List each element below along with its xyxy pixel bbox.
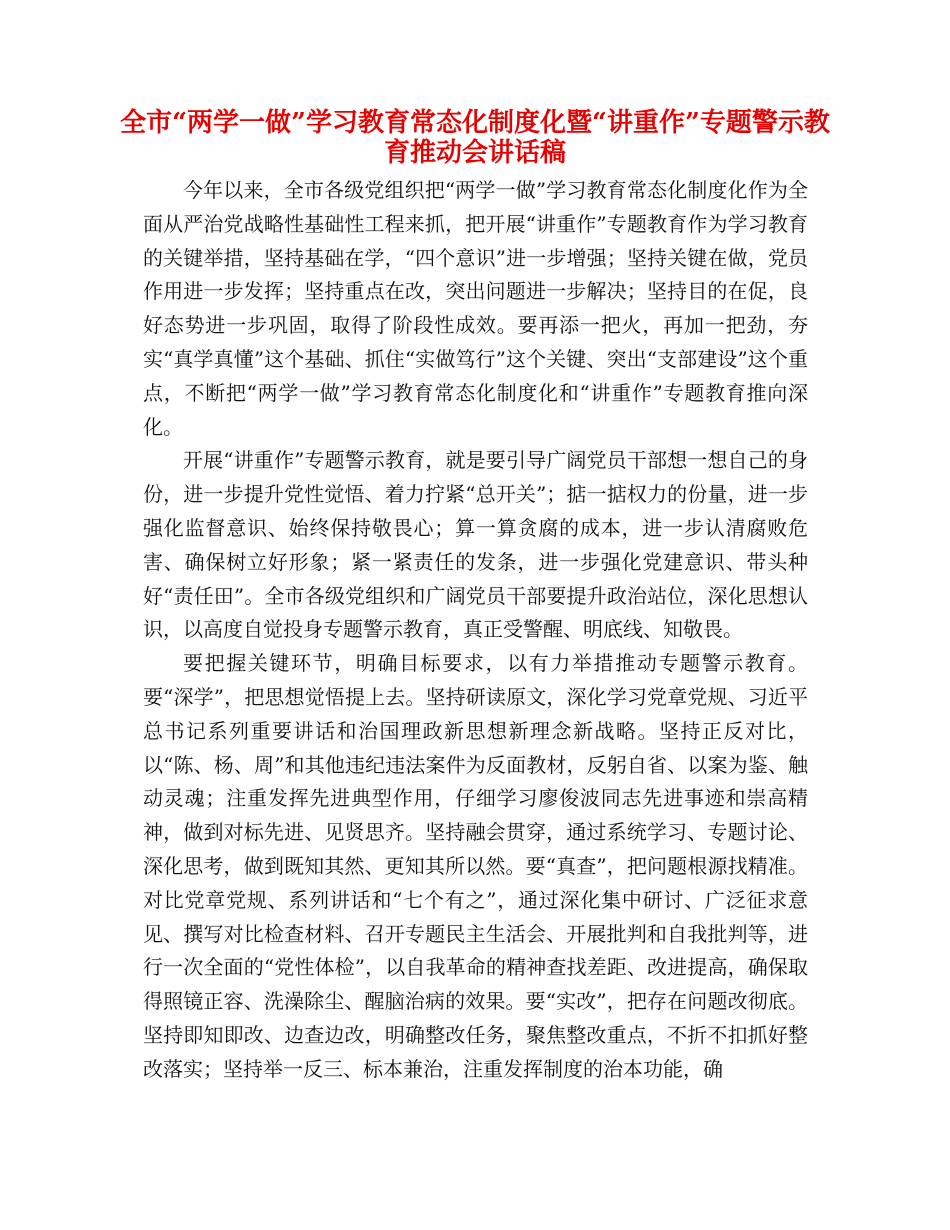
paragraph-3: 要把握关键环节，明确目标要求，以有力举措推动专题警示教育。要“深学”，把思想觉悟提上去。坚持研读原文，深化学习党章党规、习近平总书记系列重要讲话和治国理政新思想新理念新战略。坚持正反对比，以“陈、杨、周”和其他违纪违法案件为反面教材，反躬自省、以案为鉴、触动灵魂；注重发挥先进典型作用，仔细学习廖俊波同志先进事迹和崇高精神，做到对标先进、见贤思齐。坚持融会贯穿，通过系统学习、专题讨论、深化思考，做到既知其然、更知其所以然。要“真查”，把问题根源找精准。对比党章党规、系列讲话和“七个有之”，通过深化集中研讨、广泛征求意见、撰写对比检查材料、召开专题民主生活会、开展批判和自我批判等，进行一次全面的“党性体检”，以自我革命的精神查找差距、改进提高，确保取得照镜正容、洗澡除尘、醒脑治病的效果。要“实改”，把存在问题改彻底。坚持即知即改、边查边改，明确整改任务，聚焦整改重点，不折不扣抓好整改落实；坚持举一反三、标本兼治，注重发挥制度的治本功能，确 [143,651,808,1081]
document-title: 全市“两学一做”学习教育常态化制度化暨“讲重作”专题警示教育推动会讲话稿 [120,108,830,168]
paragraph-1: 今年以来，全市各级党组织把“两学一做”学习教育常态化制度化作为全面从严治党战略性基础性工程来抓，把开展“讲重作”专题教育作为学习教育的关键举措，坚持基础在学，“四个意识”进一步增强；坚持关键在做，党员作用进一步发挥；坚持重点在改，突出问题进一步解决；坚持目的在促，良好态势进一步巩固，取得了阶段性成效。要再添一把火，再加一把劲，夯实“真学真懂”这个基础、抓住“实做笃行”这个关键、突出“支部建设”这个重点，不断把“两学一做”学习教育常态化制度化和“讲重作”专题教育推向深化。 [143,178,808,439]
paragraph-2: 开展“讲重作”专题警示教育，就是要引导广阔党员干部想一想自己的身份，进一步提升党性觉悟、着力拧紧“总开关”；掂一掂权力的份量，进一步强化监督意识、始终保持敬畏心；算一算贪腐的成本，进一步认清腐败危害、确保树立好形象；紧一紧责任的发条，进一步强化党建意识、带头种好“责任田”。全市各级党组织和广阔党员干部要提升政治站位，深化思想认识，以高度自觉投身专题警示教育，真正受警醒、明底线、知敬畏。 [143,448,808,642]
document-body [143,174,808,1087]
